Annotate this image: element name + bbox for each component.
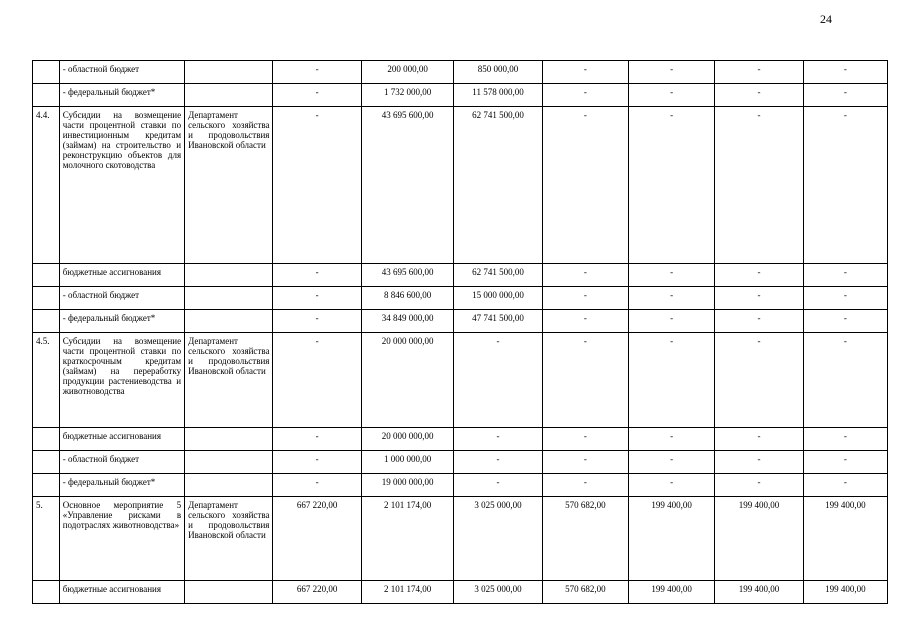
table-row <box>33 333 888 428</box>
table-row <box>33 107 888 264</box>
value-cell: - <box>629 333 715 428</box>
value-cell: 199 400,00 <box>629 497 715 581</box>
table-row <box>33 287 888 310</box>
value-cell: 62 741 500,00 <box>454 107 542 264</box>
value-cell: 199 400,00 <box>629 581 715 604</box>
table-row <box>33 61 888 84</box>
value-cell: 667 220,00 <box>273 497 361 581</box>
value-cell: 34 849 000,00 <box>361 310 453 333</box>
value-cell: - <box>454 428 542 451</box>
value-cell: - <box>629 451 715 474</box>
value-cell: - <box>715 61 803 84</box>
value-cell: - <box>803 428 887 451</box>
value-cell: 1 732 000,00 <box>361 84 453 107</box>
value-cell: - <box>629 84 715 107</box>
row-name: бюджетные ассигнования <box>59 581 184 604</box>
value-cell: - <box>273 287 361 310</box>
row-number: 4.4. <box>33 107 60 264</box>
value-cell: - <box>454 451 542 474</box>
value-cell: - <box>542 310 628 333</box>
row-name: - областной бюджет <box>59 287 184 310</box>
value-cell: - <box>715 451 803 474</box>
value-cell: - <box>629 310 715 333</box>
table-row <box>33 497 888 581</box>
value-cell: - <box>803 264 887 287</box>
value-cell: 43 695 600,00 <box>361 107 453 264</box>
value-cell: - <box>715 287 803 310</box>
value-cell: - <box>542 61 628 84</box>
value-cell: 850 000,00 <box>454 61 542 84</box>
value-cell: - <box>803 287 887 310</box>
value-cell: - <box>803 451 887 474</box>
row-name: - областной бюджет <box>59 451 184 474</box>
value-cell: 3 025 000,00 <box>454 581 542 604</box>
table-row <box>33 474 888 497</box>
row-executor <box>185 84 273 107</box>
row-name: - федеральный бюджет* <box>59 84 184 107</box>
value-cell: - <box>273 428 361 451</box>
value-cell: 570 682,00 <box>542 497 628 581</box>
table-row <box>33 581 888 604</box>
value-cell: - <box>715 310 803 333</box>
row-executor: Департамент сельского хозяйства и продовольствия Ивановской области <box>185 107 273 264</box>
row-number <box>33 474 60 497</box>
value-cell: - <box>803 61 887 84</box>
value-cell: - <box>273 84 361 107</box>
value-cell: - <box>454 333 542 428</box>
value-cell: 19 000 000,00 <box>361 474 453 497</box>
value-cell: - <box>542 474 628 497</box>
value-cell: - <box>629 61 715 84</box>
row-number <box>33 310 60 333</box>
value-cell: 15 000 000,00 <box>454 287 542 310</box>
row-name: Субсидии на возмещение части процентной ставки по инвестиционным кредитам (займам) на строительство и реконструкцию объектов для молочного скотоводства <box>59 107 184 264</box>
row-name: - областной бюджет <box>59 61 184 84</box>
row-number <box>33 451 60 474</box>
value-cell: 199 400,00 <box>803 581 887 604</box>
value-cell: - <box>715 264 803 287</box>
value-cell: 667 220,00 <box>273 581 361 604</box>
value-cell: - <box>715 428 803 451</box>
row-executor <box>185 310 273 333</box>
value-cell: - <box>715 474 803 497</box>
row-number <box>33 428 60 451</box>
value-cell: 200 000,00 <box>361 61 453 84</box>
row-name: Основное мероприятие 5 «Управление рисками в подотраслях животноводства» <box>59 497 184 581</box>
value-cell: - <box>542 428 628 451</box>
value-cell: 3 025 000,00 <box>454 497 542 581</box>
value-cell: - <box>629 428 715 451</box>
row-executor <box>185 581 273 604</box>
value-cell: - <box>715 333 803 428</box>
row-number <box>33 264 60 287</box>
table-row <box>33 428 888 451</box>
value-cell: 62 741 500,00 <box>454 264 542 287</box>
value-cell: - <box>629 107 715 264</box>
value-cell: 199 400,00 <box>803 497 887 581</box>
value-cell: 20 000 000,00 <box>361 428 453 451</box>
row-number <box>33 61 60 84</box>
value-cell: - <box>715 84 803 107</box>
value-cell: - <box>803 107 887 264</box>
row-name: - федеральный бюджет* <box>59 310 184 333</box>
row-executor <box>185 61 273 84</box>
value-cell: 43 695 600,00 <box>361 264 453 287</box>
value-cell: - <box>273 310 361 333</box>
value-cell: 2 101 174,00 <box>361 581 453 604</box>
value-cell: - <box>454 474 542 497</box>
value-cell: - <box>273 451 361 474</box>
value-cell: - <box>542 84 628 107</box>
row-executor: Департамент сельского хозяйства и продовольствия Ивановской области <box>185 333 273 428</box>
row-number <box>33 581 60 604</box>
value-cell: - <box>629 474 715 497</box>
value-cell: 570 682,00 <box>542 581 628 604</box>
row-number <box>33 287 60 310</box>
value-cell: - <box>715 107 803 264</box>
value-cell: - <box>273 474 361 497</box>
row-number: 5. <box>33 497 60 581</box>
row-name: Субсидии на возмещение части процентной ставки по краткосрочным кредитам (займам) на переработку продукции растениеводства и животноводства <box>59 333 184 428</box>
row-executor <box>185 264 273 287</box>
value-cell: - <box>803 474 887 497</box>
table-row <box>33 264 888 287</box>
value-cell: - <box>803 84 887 107</box>
row-number: 4.5. <box>33 333 60 428</box>
value-cell: - <box>803 310 887 333</box>
value-cell: - <box>542 264 628 287</box>
table-row <box>33 84 888 107</box>
value-cell: 8 846 600,00 <box>361 287 453 310</box>
value-cell: 47 741 500,00 <box>454 310 542 333</box>
value-cell: 199 400,00 <box>715 497 803 581</box>
value-cell: 199 400,00 <box>715 581 803 604</box>
value-cell: 11 578 000,00 <box>454 84 542 107</box>
value-cell: - <box>273 333 361 428</box>
row-name: бюджетные ассигнования <box>59 428 184 451</box>
value-cell: 20 000 000,00 <box>361 333 453 428</box>
value-cell: - <box>542 287 628 310</box>
value-cell: - <box>629 287 715 310</box>
row-executor: Департамент сельского хозяйства и продовольствия Ивановской области <box>185 497 273 581</box>
row-executor <box>185 428 273 451</box>
row-name: бюджетные ассигнования <box>59 264 184 287</box>
value-cell: - <box>542 451 628 474</box>
value-cell: - <box>629 264 715 287</box>
value-cell: - <box>542 107 628 264</box>
value-cell: 1 000 000,00 <box>361 451 453 474</box>
row-number <box>33 84 60 107</box>
table-row <box>33 310 888 333</box>
value-cell: - <box>273 61 361 84</box>
row-executor <box>185 451 273 474</box>
value-cell: - <box>273 107 361 264</box>
value-cell: - <box>542 333 628 428</box>
page-number: 24 <box>820 12 832 26</box>
value-cell: - <box>273 264 361 287</box>
row-name: - федеральный бюджет* <box>59 474 184 497</box>
budget-table <box>32 60 888 604</box>
row-executor <box>185 287 273 310</box>
value-cell: 2 101 174,00 <box>361 497 453 581</box>
row-executor <box>185 474 273 497</box>
table-row <box>33 451 888 474</box>
value-cell: - <box>803 333 887 428</box>
